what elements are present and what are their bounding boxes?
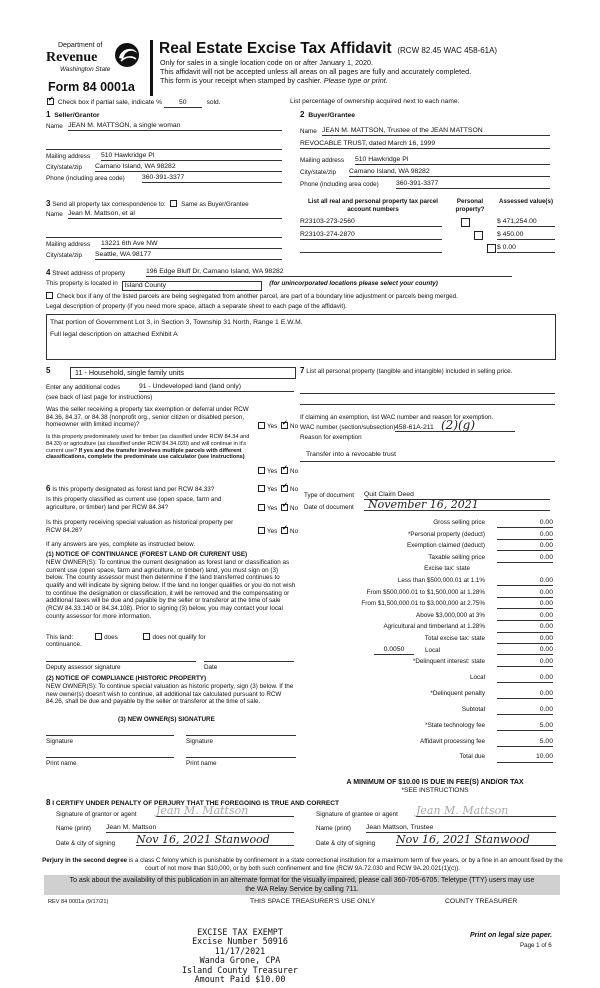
grantor-signature-field[interactable]: Jean M. Mattson (156, 804, 294, 817)
forest-question (46, 484, 258, 494)
revision-code: REV 84 0001a (9/17/21) (48, 899, 109, 905)
form-number: Form 84 0001a (48, 80, 135, 94)
does-not-qualify-label: does not qualify for (152, 634, 206, 641)
street-field[interactable]: 196 Edge Bluff Dr, Camano Island, WA 98282 (146, 268, 512, 277)
correspondence-mailing-row (46, 241, 282, 249)
fee-amount[interactable]: 0.00 (497, 589, 553, 598)
exemption-yes-no (258, 422, 298, 431)
page-number: Page 1 of 6 (520, 942, 552, 949)
location-section-number: 4 (46, 268, 51, 277)
grantor-name-field[interactable]: Jean M. Mattson (106, 824, 294, 833)
fee-label: Gross selling price (433, 519, 485, 526)
buyer-name-label: Name (300, 128, 317, 135)
location-section (46, 268, 558, 363)
forest-question-text: Is this property designated as forest land per RCW 84.33? (52, 486, 215, 493)
grantor-signature-row (56, 804, 296, 819)
exemption-yes-label: Yes (267, 423, 278, 430)
section6-number: 6 (46, 484, 51, 493)
wac-row (300, 418, 555, 432)
wac-field[interactable] (395, 420, 515, 432)
correspondence-mailing-field[interactable]: 13221 6th Ave NW (101, 240, 282, 249)
timber-no-checkbox[interactable] (281, 467, 288, 474)
fee-label: Less than $500,000.01 at 1.1% (397, 577, 485, 584)
section5-number: 5 (46, 366, 51, 375)
fee-amount[interactable]: 0.00 (497, 531, 553, 540)
additional-codes-field[interactable]: 91 - Undeveloped land (land only) (139, 383, 294, 392)
grantee-signature-row (316, 804, 558, 819)
reason-field[interactable]: Transfer into a revocable trust (306, 451, 397, 458)
header-note-2: This affidavit will not be accepted unless all areas on all pages are fully and accurately completed. (160, 67, 472, 76)
seller-phone-row (46, 175, 282, 183)
use-code-select[interactable]: 11 - Household, single family units (70, 367, 296, 379)
correspondence-city-label: City/state/zip (46, 252, 83, 259)
county-note: (for unincorporated locations please select your county) (269, 280, 438, 287)
buyer-phone-label: Phone (including area code) (300, 181, 379, 188)
if-any-yes: If any answers are yes, complete as instructed below. (46, 541, 196, 548)
seller-mailing-field[interactable]: 510 Hawkridge Pl (101, 152, 282, 161)
segregation-checkbox[interactable] (46, 292, 53, 299)
header-note-3-italic: Please type or print. (323, 76, 388, 85)
grantor-date-row (56, 833, 296, 848)
seller-section-number: 1 (46, 110, 51, 119)
grantee-name-row (316, 825, 558, 833)
section8-number: 8 (46, 798, 51, 807)
fee-label: *State technology fee (425, 721, 485, 729)
parcel-value-2[interactable]: $ 450.00 (497, 231, 555, 240)
buyer-name-field-2[interactable]: REVOCABLE TRUST, dated March 16, 1999 (300, 140, 550, 149)
buyer-city-row (300, 169, 550, 177)
current-use-no-checkbox[interactable] (281, 504, 288, 511)
correspondence-city-row (46, 252, 282, 260)
certify-statement: I CERTIFY UNDER PENALTY OF PERJURY THAT THE FOREGOING IS TRUE AND CORRECT (52, 800, 340, 807)
forest-yes-checkbox[interactable] (258, 485, 265, 492)
timber-yes-label: Yes (267, 468, 278, 475)
grantee-signature-field[interactable]: Jean M. Mattson (416, 804, 556, 817)
personal-property-line-1[interactable] (300, 392, 555, 394)
notice-2-body: NEW OWNER(S): To continue special valuation as historic property, sign (3) below. If the new owner(s) doesn't wish to continue, all additional tax calculated pursuant to RCW 84.26, shall be due and payable by the seller or transferor at the time of sale. (46, 683, 294, 706)
seller-city-label: City/state/zip (46, 164, 83, 171)
county-row (46, 280, 558, 291)
seller-heading: Seller/Grantor (54, 112, 100, 119)
seller-phone-label: Phone (including area code) (46, 175, 125, 182)
stamp-line-6: Amount Paid $10.00 (194, 974, 286, 985)
legal-label: Legal description of property (if you need more space, attach a separate sheet to each page of the affidavit). (46, 303, 347, 310)
current-use-yes-label: Yes (267, 505, 278, 512)
fee-row (300, 706, 560, 716)
grantee-signature-label: Signature of grantee or agent (316, 811, 398, 818)
legal-line-1: That portion of Government Lot 3, in Section 3, Township 31 North, Range 1 E.W.M. (50, 319, 303, 326)
correspondence-name-row (46, 211, 282, 219)
parcels-table (300, 198, 558, 262)
logo-washington-state: Washington State (60, 66, 111, 73)
historic-no-label: No (290, 528, 299, 535)
fee-amount[interactable]: 0.00 (497, 577, 553, 586)
fee-label: Excise tax: state (424, 565, 470, 573)
correspondence-name-field[interactable]: Jean M. Mattson, et al (68, 210, 282, 219)
fee-label: *Delinquent interest: state (412, 658, 485, 665)
new-owner-print-line-2[interactable] (186, 756, 296, 758)
fee-amount[interactable]: 0.00 (497, 635, 553, 644)
notice-1-body: NEW OWNER(S): To continue the current designation as forest land or classification as current use (open space, farm and agriculture, or timber) land, you must sign on (3) below. The county assessor must then determine if the land transferred continues to qualify and will indicate by signing below. If the land no longer qualifies or you do not wish to continue the designation or classification, it will be removed and the compensating or additional taxes will be due and payable by the seller or transferor at the time of sale (RCW 84.33.140 or 84.34.108). Prior to signing (3) below, you may contact your local county assessor for more information. (46, 559, 296, 620)
form-title-row (159, 40, 497, 59)
stamp-line-4: Wanda Grone, CPA (199, 955, 281, 966)
personal-property-label (300, 366, 552, 376)
buyer-city-field[interactable]: Camano Island, WA 98282 (349, 168, 550, 177)
fee-row (300, 519, 560, 529)
parcels-header-personal: Personal property? (455, 198, 485, 213)
reason-label: Reason for exemption (300, 434, 362, 441)
local-tax-rate[interactable]: 0.0050 (374, 646, 414, 655)
buyer-mailing-field[interactable]: 510 Hawkridge Pl (355, 156, 550, 165)
historic-yes-no (258, 527, 298, 536)
timber-question (46, 434, 258, 461)
parcel-value-1[interactable]: $ 471,254.00 (497, 218, 555, 227)
buyer-mailing-row (300, 157, 550, 165)
grantor-name-label: Name (print) (56, 825, 91, 832)
accessibility-text: To ask about the availability of this publication in an alternate format for the visually impaired, please call 360-705-6705. Teletype (TTY) users may use the WA Relay Service by calling 711. (69, 877, 535, 893)
grantee-date-row (316, 833, 558, 848)
fee-amount[interactable]: 0.00 (497, 554, 553, 563)
local-tax-label: Local (425, 647, 441, 654)
fee-amount[interactable]: 10.00 (497, 753, 553, 762)
correspondence-city-field[interactable]: Seattle, WA 98177 (95, 251, 282, 260)
partial-sale-checkbox[interactable] (47, 98, 54, 105)
fee-amount[interactable]: 0.00 (497, 690, 553, 699)
see-instructions: *SEE INSTRUCTIONS (401, 787, 469, 794)
fee-label: *Delinquent penalty (430, 689, 485, 697)
continuance-label: continuance. (46, 641, 82, 648)
parcel-account-2[interactable]: R23103-274-2870 (300, 231, 442, 240)
does-qualify-checkbox[interactable] (95, 633, 102, 640)
local-tax-amount[interactable]: 0.00 (497, 646, 553, 655)
deputy-signature-line[interactable] (46, 660, 196, 662)
header-divider (150, 40, 153, 96)
correspondence-name-line-2[interactable] (46, 230, 282, 238)
additional-codes-label: Enter any additional codes (46, 384, 121, 391)
seller-name-field[interactable]: JEAN M. MATTSON, a single woman (68, 122, 282, 131)
legal-description-box[interactable] (46, 314, 556, 360)
seller-phone-field[interactable]: 360-391-3377 (142, 174, 282, 183)
grantee-name-field[interactable]: Jean Mattson, Trustee (366, 824, 556, 833)
fee-row (300, 577, 560, 587)
fee-amount[interactable]: 0.00 (497, 674, 553, 683)
parcel-account-1[interactable]: R23103-273-2560 (300, 218, 442, 227)
doc-date-field[interactable]: November 16, 2021 (364, 498, 550, 511)
doc-type-label: Type of document (304, 492, 355, 499)
fee-label: From $500,000.01 to $1,500,000 at 1.28% (366, 588, 485, 596)
grantee-date-field[interactable]: Nov 16, 2021 Stanwood (396, 833, 556, 846)
buyer-section-number: 2 (300, 110, 305, 119)
wac-label: WAC number (section/subsection) (300, 424, 396, 431)
notice-2-heading: (2) NOTICE OF COMPLIANCE (HISTORIC PROPERTY) (46, 675, 207, 682)
timber-question-text: Is this property predominately used for timber (as classified under RCW 84.34 and 84.33) or agriculture (as classified under RCW 84.34.020) and will continue in it's current use? (46, 434, 250, 454)
section-7 (300, 366, 558, 516)
buyer-phone-row (300, 181, 550, 189)
fee-row (300, 542, 560, 552)
treasurer-stamp (160, 928, 320, 984)
exemption-claim-label: If claiming an exemption, list WAC number and reason for exemption. (300, 414, 494, 421)
reason-line[interactable] (300, 460, 555, 462)
fee-amount[interactable]: 5.00 (497, 738, 553, 747)
notice-1-heading: (1) NOTICE OF CONTINUANCE (FOREST LAND OR CURRENT USE) (46, 551, 248, 558)
street-label: Street address of property (52, 270, 126, 277)
wac-number: 458-61A-211 (395, 424, 434, 431)
forest-no-label: No (290, 486, 299, 493)
grantor-signature-label: Signature of grantor or agent (56, 811, 137, 818)
fee-amount[interactable]: 0.00 (497, 612, 553, 621)
historic-no-checkbox[interactable] (281, 527, 288, 534)
parcel-personal-checkbox-3[interactable] (487, 244, 496, 253)
buyer-name-row (300, 128, 550, 136)
partial-sale-sold: sold. (206, 99, 221, 106)
buyer-name-field-1[interactable]: JEAN M. MATTSON, Trustee of the JEAN MATTSON (322, 127, 550, 136)
header-note-3-text: This form is your receipt when stamped by cashier. (160, 76, 322, 85)
fee-label: *Personal property (deduct) (407, 530, 485, 538)
this-land-label: This land: (46, 634, 74, 641)
buyer-section (300, 110, 555, 198)
seller-city-field[interactable]: Camano Island, WA 98282 (95, 163, 282, 172)
treasurer-use-label: THIS SPACE TREASURER'S USE ONLY (250, 898, 376, 905)
legal-paper-note: Print on legal size paper. (470, 932, 553, 939)
county-label: This property is located in (46, 280, 118, 287)
perjury-text: is a class C felony which is punishable by confinement in a state correctional institution for a maximum term of five years, or by a fine in an amount fixed by the court of not more than $10,000, or by both such confinement and fine (RCW 9A.72.030 and RCW 9A.20.021(1)(c)). (128, 857, 563, 872)
additional-codes-row (46, 384, 296, 392)
fee-row (300, 554, 560, 564)
new-owner-print-line-1[interactable] (46, 756, 174, 758)
buyer-heading: Buyer/Grantee (308, 112, 356, 119)
personal-property-line-2[interactable] (300, 403, 555, 405)
does-not-qualify-checkbox[interactable] (143, 633, 150, 640)
fee-label: From $1,500,000.01 to $3,000,000 at 2.75% (361, 600, 485, 608)
parcel-account-3[interactable] (300, 244, 442, 253)
forest-yes-label: Yes (267, 486, 278, 493)
does-qualify-label: does (104, 634, 118, 641)
fee-amount[interactable]: 0.00 (497, 706, 553, 715)
seller-city-row (46, 164, 282, 172)
perjury-bold: Perjury in the second degree (42, 857, 128, 864)
exemption-no-label: No (290, 423, 299, 430)
parcels-header-assessed: Assessed value(s) (499, 198, 553, 205)
county-treasurer-label: COUNTY TREASURER (445, 898, 518, 905)
county-select[interactable]: Island County (122, 281, 262, 291)
fee-amount[interactable]: 0.00 (497, 600, 553, 609)
historic-yes-label: Yes (267, 528, 278, 535)
logo-revenue: Revenue (46, 50, 98, 65)
partial-sale-row (47, 98, 221, 108)
wac-subsection-handwritten: (2)(g) (441, 418, 476, 432)
new-owner-signature-label-2: Signature (186, 738, 213, 745)
historic-yes-checkbox[interactable] (258, 527, 265, 534)
correspondence-mailing-label: Mailing address (46, 241, 91, 248)
current-use-yes-no (258, 504, 298, 513)
revenue-logo (44, 42, 144, 84)
local-tax-row (300, 646, 560, 658)
parcel-personal-checkbox-1[interactable] (461, 218, 470, 227)
deputy-date-line[interactable] (204, 660, 294, 662)
fee-label: Local (469, 673, 485, 681)
new-owner-signature-line-2[interactable] (186, 734, 296, 736)
current-use-no-label: No (290, 505, 299, 512)
partial-sale-percent[interactable]: 50 (164, 99, 202, 108)
buyer-heading-row (300, 110, 355, 120)
parcel-value-3[interactable]: $ 0.00 (497, 244, 555, 253)
buyer-phone-field[interactable]: 360-391-3377 (396, 180, 550, 189)
buyer-mailing-label: Mailing address (300, 157, 345, 164)
form-citation: (RCW 82.45 WAC 458-61A) (397, 46, 498, 55)
timber-question-bold: If yes and the transfer involves multiple parcels with different classifications, complete the predominate use calculator (see instructions) (46, 447, 245, 461)
correspondence-section (46, 198, 291, 262)
seller-name-row (46, 123, 282, 131)
seller-mailing-row (46, 153, 282, 161)
fee-row (300, 738, 560, 748)
fee-amount[interactable]: 0.00 (497, 542, 553, 551)
buyer-city-label: City/state/zip (300, 169, 337, 176)
grantor-date-field[interactable]: Nov 16, 2021 Stanwood (136, 833, 294, 846)
fee-row (300, 589, 560, 599)
minimum-due-notice: A MINIMUM OF $10.00 IS DUE IN FEE(S) AND/OR TAX (346, 779, 524, 786)
exemption-no-checkbox[interactable] (281, 422, 288, 429)
fee-row (300, 531, 560, 541)
fee-amount[interactable]: 5.00 (497, 722, 553, 731)
historic-question: Is this property receiving special valuation as historical property per RCW 84.26? (46, 519, 234, 534)
fee-label: Above $3,000,000 at 3% (416, 611, 485, 619)
fee-label: Total excise tax: state (424, 635, 485, 642)
fee-row (300, 600, 560, 610)
doc-type-field[interactable]: Quit Claim Deed (364, 491, 550, 500)
deputy-date-label: Date (204, 664, 218, 671)
revenue-swirl-icon (112, 42, 142, 68)
fee-row (300, 722, 560, 732)
correspondence-section-number: 3 (46, 199, 51, 208)
perjury-notice (40, 857, 565, 872)
deputy-signature-label: Deputy assessor signature (46, 664, 121, 671)
section7-number: 7 (300, 366, 305, 375)
partial-sale-label: Check box if partial sale, indicate % (57, 99, 162, 106)
grantee-date-label: Date & city of signing (316, 840, 376, 847)
stamp-line-3: 11/17/2021 (214, 945, 266, 956)
new-owner-print-label-2: Print name (186, 760, 217, 767)
fee-row (300, 565, 560, 575)
segregation-label: Check box if any of the listed parcels are being segregated from another parcel, are part of a boundary line adjustment or parcels being merged. (56, 293, 458, 300)
header-note-1: Only for sales in a single location code on or after January 1, 2020. (160, 58, 373, 67)
fee-label: Affidavit processing fee (420, 737, 485, 745)
section-6 (46, 484, 298, 780)
fee-label: Total due (459, 753, 485, 761)
forest-no-checkbox[interactable] (281, 485, 288, 492)
forest-yes-no (258, 485, 298, 494)
see-back-note: (see back of last page for instructions) (46, 394, 153, 401)
fee-row (300, 658, 560, 668)
seller-heading-row (46, 110, 100, 120)
section-8 (46, 798, 558, 856)
grantor-name-row (56, 825, 296, 833)
correspondence-label: Send all property tax correspondence to: (52, 201, 166, 208)
fee-label: Taxable selling price (428, 553, 485, 561)
new-owner-print-label-1: Print name (46, 760, 77, 767)
fee-row (300, 612, 560, 622)
fee-row (300, 623, 560, 633)
fee-row (300, 753, 560, 763)
stamp-line-2: Excise Number 50916 (192, 936, 288, 947)
exemption-yes-checkbox[interactable] (258, 422, 265, 429)
new-owner-signature-label-1: Signature (46, 738, 73, 745)
fee-label: Subtotal (461, 705, 485, 713)
seller-mailing-label: Mailing address (46, 153, 91, 160)
personal-property-text: List all personal property (tangible and intangible) included in selling price. (306, 368, 513, 375)
logo-department-of: Department of (58, 42, 103, 49)
parcel-personal-checkbox-2[interactable] (474, 231, 483, 240)
header-note-3 (160, 77, 388, 86)
doc-date-label: Date of document (304, 504, 354, 511)
segregation-row (46, 292, 458, 301)
seller-section (46, 110, 286, 198)
accessibility-banner (44, 875, 560, 895)
same-as-buyer-label: Same as Buyer/Grantee (181, 201, 249, 208)
doc-date-row (304, 498, 554, 512)
timber-yes-checkbox[interactable] (258, 467, 265, 474)
street-row (46, 268, 516, 278)
correspondence-name-label: Name (46, 211, 63, 218)
current-use-yes-checkbox[interactable] (258, 504, 265, 511)
current-use-question: Is this property classified as current use (open space, farm and agriculture, or timber) land per RCW 84.34? (46, 496, 222, 511)
notice-3-heading: (3) NEW OWNER(S) SIGNATURE (118, 716, 215, 723)
partial-sale-instruction: List percentage of ownership acquired next to each name. (290, 98, 460, 105)
timber-yes-no (258, 467, 298, 476)
legal-line-2: Full legal description on attached Exhibit A (50, 331, 178, 339)
parcels-header-list: List all real and personal property tax parcel account numbers (308, 198, 438, 213)
seller-name-label: Name (46, 123, 63, 130)
exemption-question: Was the seller receiving a property tax exemption or deferral under RCW 84.36, 84.37, or 84.38 (nonprofit org., senior citizen or disabled person, homeowner with limited income)? (46, 406, 249, 429)
form-title: Real Estate Excise Tax Affidavit (159, 40, 392, 57)
seller-name-line-2[interactable] (46, 142, 282, 150)
timber-no-label: No (290, 468, 299, 475)
correspondence-heading-row (46, 199, 249, 209)
fee-amount[interactable]: 0.00 (497, 658, 553, 667)
grantee-name-label: Name (print) (316, 825, 351, 832)
fee-label: Agricultural and timberland at 1.28% (383, 623, 485, 631)
same-as-buyer-checkbox[interactable] (170, 200, 177, 207)
fee-label: Exemption claimed (deduct) (406, 542, 485, 550)
grantor-date-label: Date & city of signing (56, 840, 116, 847)
fee-amount[interactable]: 0.00 (497, 519, 553, 528)
fee-row (300, 635, 560, 645)
stamp-line-1: EXCISE TAX EXEMPT (197, 927, 283, 937)
fee-row (300, 674, 560, 684)
fee-amount[interactable]: 0.00 (497, 623, 553, 632)
stamp-line-5: Island County Treasurer (182, 964, 298, 975)
new-owner-signature-line-1[interactable] (46, 734, 174, 736)
fee-row (300, 690, 560, 700)
section-5 (46, 366, 298, 484)
